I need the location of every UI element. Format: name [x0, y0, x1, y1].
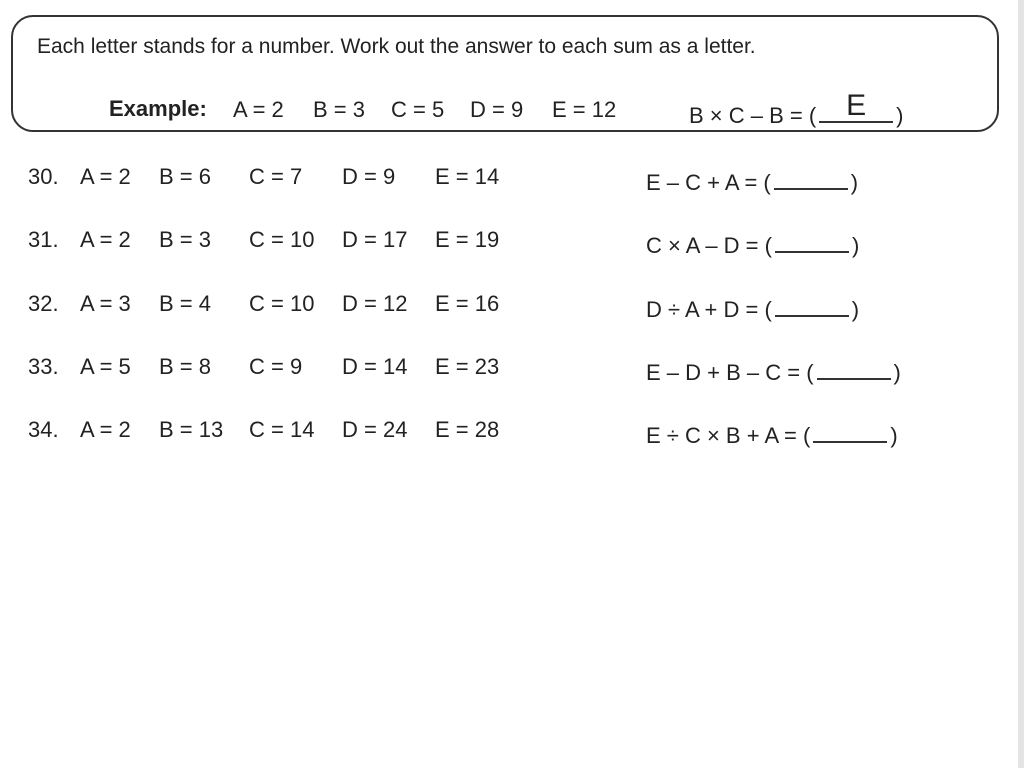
value-c: C = 14	[249, 417, 315, 442]
question-number: 30.	[28, 164, 59, 189]
question-expression	[646, 227, 859, 259]
value-c: C = 10	[249, 291, 315, 316]
example-value-c: C = 5	[391, 97, 445, 122]
value-d: D = 9	[342, 164, 396, 189]
close-paren: )	[893, 360, 901, 385]
question-expression	[646, 354, 901, 386]
value-e: E = 14	[435, 164, 500, 189]
value-c: C = 10	[249, 227, 315, 252]
answer-blank[interactable]	[775, 227, 849, 253]
instruction-box	[11, 15, 999, 132]
example-answer: E	[846, 89, 867, 122]
value-c: C = 9	[249, 354, 303, 379]
page-edge-strip	[1018, 0, 1024, 768]
example-answer-blank	[819, 89, 893, 123]
example-value-a: A = 2	[233, 97, 284, 122]
answer-blank[interactable]	[813, 417, 887, 443]
value-e: E = 28	[435, 417, 500, 442]
expression-text: E – D + B – C = (	[646, 360, 814, 385]
expression-text: E – C + A = (	[646, 170, 771, 195]
value-d: D = 24	[342, 417, 408, 442]
value-c: C = 7	[249, 164, 303, 189]
value-e: E = 16	[435, 291, 500, 316]
answer-blank[interactable]	[774, 164, 848, 190]
question-number: 32.	[28, 291, 59, 316]
example-expression	[689, 89, 904, 129]
value-b: B = 4	[159, 291, 211, 316]
question-number: 33.	[28, 354, 59, 379]
question-expression	[646, 291, 859, 323]
value-b: B = 13	[159, 417, 224, 442]
close-paren: )	[851, 297, 860, 322]
close-paren: )	[850, 170, 859, 195]
example-value-e: E = 12	[552, 97, 617, 122]
value-a: A = 5	[80, 354, 131, 379]
value-b: B = 3	[159, 227, 211, 252]
answer-blank[interactable]	[775, 291, 849, 317]
answer-blank[interactable]	[817, 354, 891, 380]
expression-text: C × A – D = (	[646, 233, 772, 258]
question-expression	[646, 164, 858, 196]
value-a: A = 3	[80, 291, 131, 316]
example-expression-text: B × C – B = (	[689, 103, 817, 128]
value-a: A = 2	[80, 417, 131, 442]
question-number: 34.	[28, 417, 59, 442]
question-number: 31.	[28, 227, 59, 252]
value-d: D = 17	[342, 227, 408, 252]
value-a: A = 2	[80, 164, 131, 189]
expression-text: E ÷ C × B + A = (	[646, 423, 811, 448]
example-close-paren: )	[896, 103, 904, 128]
close-paren: )	[851, 233, 860, 258]
value-d: D = 12	[342, 291, 408, 316]
close-paren: )	[890, 423, 898, 448]
expression-text: D ÷ A + D = (	[646, 297, 772, 322]
question-expression	[646, 417, 898, 449]
example-value-d: D = 9	[470, 97, 524, 122]
instruction-text: Each letter stands for a number. Work out the answer to each sum as a letter.	[37, 35, 756, 58]
value-e: E = 19	[435, 227, 500, 252]
value-b: B = 6	[159, 164, 211, 189]
value-e: E = 23	[435, 354, 500, 379]
value-a: A = 2	[80, 227, 131, 252]
value-d: D = 14	[342, 354, 408, 379]
example-label: Example:	[109, 96, 207, 121]
value-b: B = 8	[159, 354, 211, 379]
example-value-b: B = 3	[313, 97, 365, 122]
